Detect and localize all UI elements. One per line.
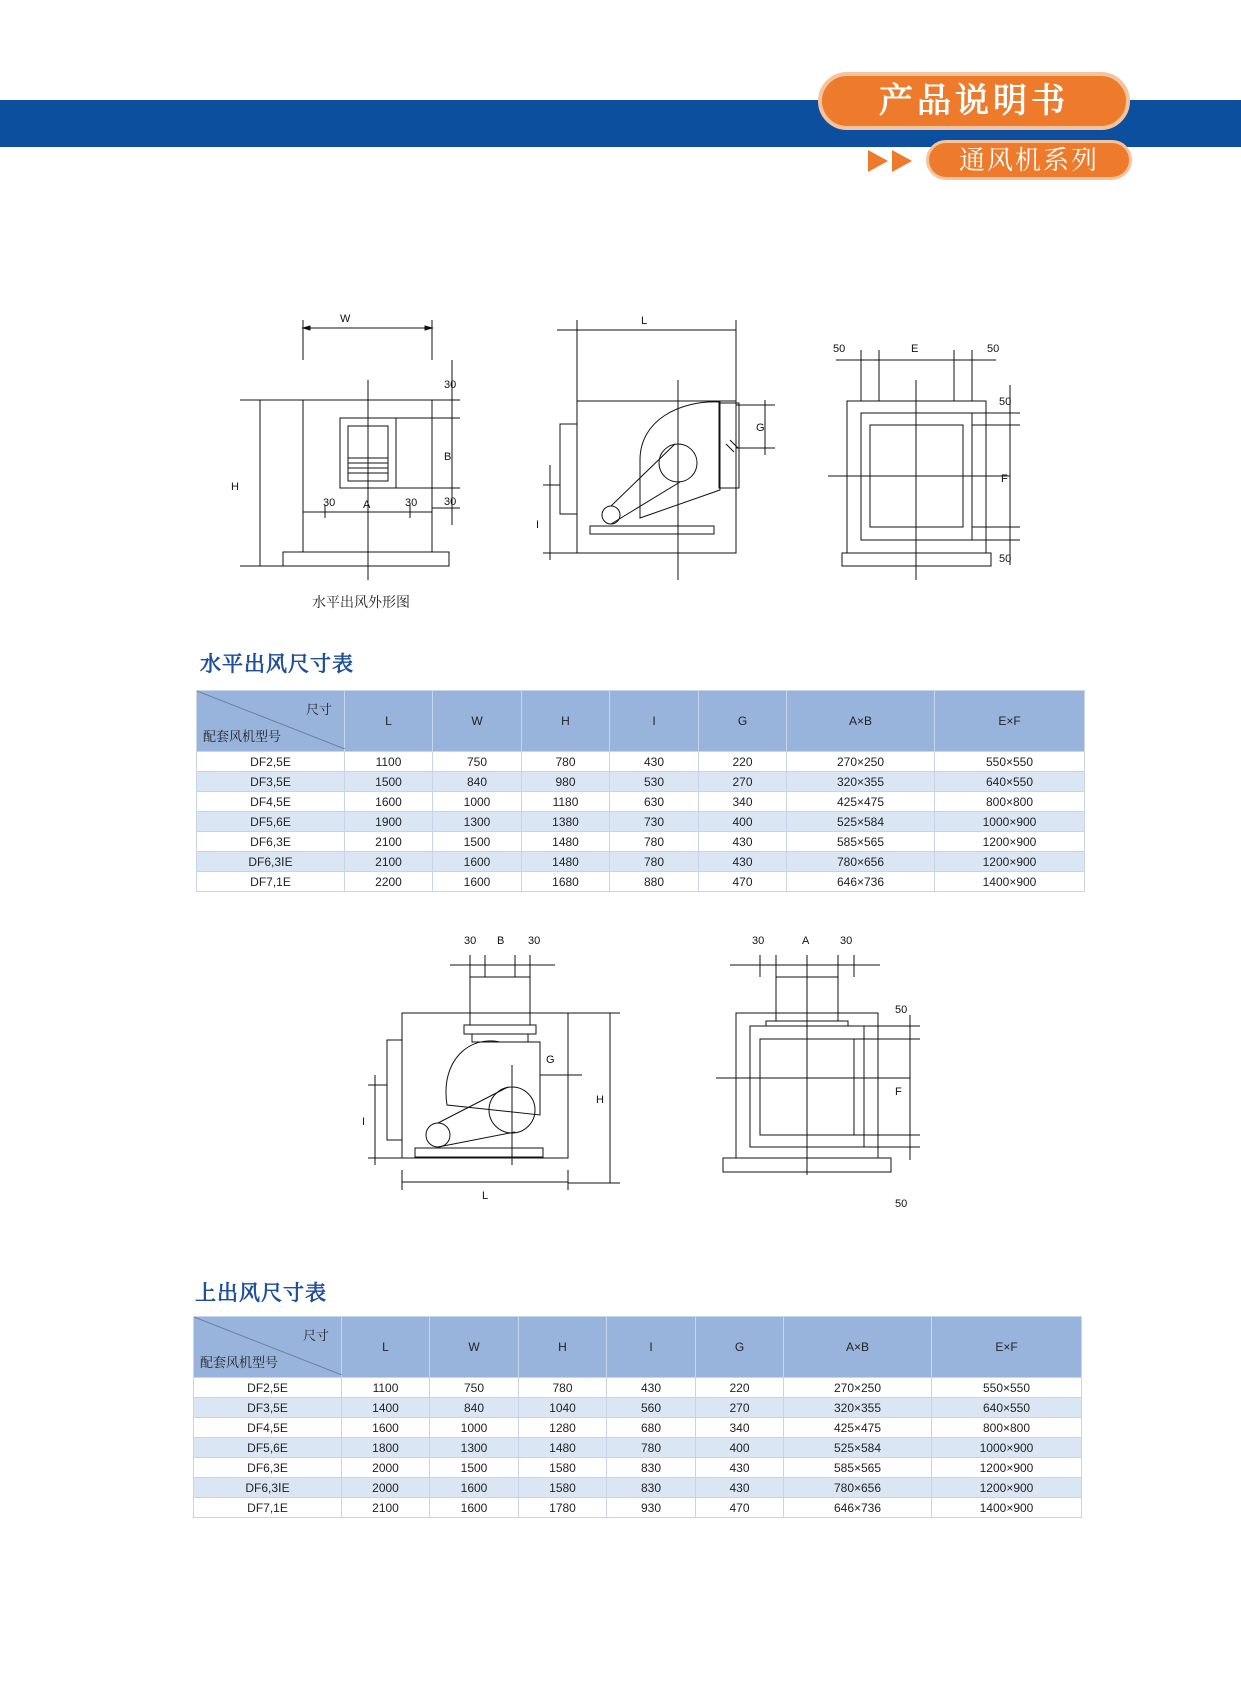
figure1-caption: 水平出风外形图 [312,594,410,610]
value-cell: 1900 [345,812,433,832]
label2-30-right: 30 [528,935,541,947]
table-row [197,832,1085,852]
value-cell: 340 [699,792,787,812]
table1-header: I [610,691,699,752]
double-arrow-icon [868,148,918,176]
value-cell: 1480 [522,852,610,872]
value-cell: 1200×900 [932,1478,1082,1498]
table-row [194,1418,1082,1438]
value-cell: 1200×900 [935,852,1085,872]
label-h: H [231,481,239,493]
value-cell: 430 [696,1458,784,1478]
value-cell: 525×584 [787,812,935,832]
horizontal-dimension-table [196,690,1085,892]
value-cell: 780 [610,832,699,852]
label2-i: I [362,1116,366,1128]
value-cell: 1000 [433,792,522,812]
table2-header: A×B [784,1317,932,1378]
table1-header: E×F [935,691,1085,752]
value-cell: 1680 [522,872,610,892]
label-g: G [756,422,765,434]
label2-50-top: 50 [895,1004,908,1016]
table-row [194,1438,1082,1458]
top-outlet-drawing [350,925,940,1245]
label2-b: B [497,935,505,947]
value-cell: 425×475 [787,792,935,812]
value-cell: 1580 [519,1478,607,1498]
value-cell: 800×800 [932,1418,1082,1438]
model-cell: DF3,5E [197,772,345,792]
front-view [240,320,460,580]
label-f: F [1001,473,1008,485]
value-cell: 646×736 [787,872,935,892]
value-cell: 430 [607,1378,696,1398]
table2-header: H [519,1317,607,1378]
value-cell: 630 [610,792,699,812]
value-cell: 320×355 [787,772,935,792]
table2-header: E×F [932,1317,1082,1378]
model-cell: DF4,5E [194,1418,342,1438]
value-cell: 780×656 [787,852,935,872]
value-cell: 1000×900 [932,1438,1082,1458]
value-cell: 1480 [519,1438,607,1458]
label2-f: F [895,1086,902,1098]
value-cell: 2000 [342,1478,430,1498]
label-b: B [444,451,452,463]
label2-30-left: 30 [464,935,477,947]
side-view [543,320,775,580]
value-cell: 1180 [522,792,610,812]
value-cell: 2100 [345,832,433,852]
value-cell: 1200×900 [932,1458,1082,1478]
value-cell: 840 [433,772,522,792]
top-side-view [368,955,620,1190]
model-cell: DF5,6E [197,812,345,832]
label-30-top: 30 [444,379,457,391]
value-cell: 470 [699,872,787,892]
value-cell: 780 [610,852,699,872]
table1-title: 水平出风尺寸表 [200,651,354,676]
table-row [197,872,1085,892]
model-cell: DF2,5E [197,752,345,772]
value-cell: 1300 [433,812,522,832]
label-30-bottom: 30 [444,496,457,508]
value-cell: 1600 [430,1478,519,1498]
model-cell: DF7,1E [194,1498,342,1518]
value-cell: 1400×900 [935,872,1085,892]
table-row [194,1498,1082,1518]
label-l: L [641,315,648,327]
table-row [197,752,1085,772]
table1-corner-top: 尺寸 [305,702,332,717]
value-cell: 800×800 [935,792,1085,812]
value-cell: 930 [607,1498,696,1518]
value-cell: 550×550 [932,1378,1082,1398]
page-subtitle: 通风机系列 [926,140,1132,180]
value-cell: 400 [696,1438,784,1458]
value-cell: 646×736 [784,1498,932,1518]
value-cell: 980 [522,772,610,792]
value-cell: 430 [699,832,787,852]
horizontal-outlet-drawing [220,300,1040,590]
model-cell: DF3,5E [194,1398,342,1418]
value-cell: 2200 [345,872,433,892]
model-cell: DF4,5E [197,792,345,812]
value-cell: 400 [699,812,787,832]
value-cell: 430 [699,852,787,872]
model-cell: DF6,3ⅠE [194,1478,342,1498]
table1-corner [197,691,345,752]
table1-header: W [433,691,522,752]
value-cell: 1000 [430,1418,519,1438]
value-cell: 780 [519,1378,607,1398]
model-cell: DF5,6E [194,1438,342,1458]
value-cell: 1280 [519,1418,607,1438]
value-cell: 430 [696,1478,784,1498]
label-w: W [340,313,351,325]
value-cell: 320×355 [784,1398,932,1418]
value-cell: 470 [696,1498,784,1518]
value-cell: 1040 [519,1398,607,1418]
value-cell: 730 [610,812,699,832]
value-cell: 780 [522,752,610,772]
label-i: I [536,519,540,531]
value-cell: 585×565 [787,832,935,852]
value-cell: 270 [696,1398,784,1418]
value-cell: 560 [607,1398,696,1418]
table1-header: A×B [787,691,935,752]
value-cell: 1780 [519,1498,607,1518]
value-cell: 1500 [345,772,433,792]
label-50-bottom: 50 [999,553,1012,565]
value-cell: 830 [607,1478,696,1498]
value-cell: 585×565 [784,1458,932,1478]
value-cell: 680 [607,1418,696,1438]
value-cell: 1600 [345,792,433,812]
value-cell: 1400 [342,1398,430,1418]
value-cell: 1000×900 [935,812,1085,832]
table1-header: H [522,691,610,752]
table-row [194,1478,1082,1498]
label-30-left: 30 [323,497,336,509]
value-cell: 1600 [433,852,522,872]
model-cell: DF6,3E [194,1458,342,1478]
table1-corner-bottom: 配套风机型号 [203,729,282,744]
label2-30a-left: 30 [752,935,765,947]
value-cell: 530 [610,772,699,792]
table2-corner [194,1317,342,1378]
value-cell: 750 [433,752,522,772]
value-cell: 270×250 [784,1378,932,1398]
table-row [197,792,1085,812]
value-cell: 2100 [345,852,433,872]
table2-header: L [342,1317,430,1378]
label2-a: A [802,935,810,947]
table-row [197,852,1085,872]
value-cell: 780×656 [784,1478,932,1498]
table-row [197,772,1085,792]
value-cell: 640×550 [932,1398,1082,1418]
table1-header: G [699,691,787,752]
model-cell: DF7,1E [197,872,345,892]
end-view [828,350,1020,580]
table1-header: L [345,691,433,752]
value-cell: 1480 [522,832,610,852]
value-cell: 2100 [342,1498,430,1518]
table-row [194,1458,1082,1478]
value-cell: 1580 [519,1458,607,1478]
table-row [194,1398,1082,1418]
value-cell: 1500 [430,1458,519,1478]
label-e: E [911,343,919,355]
value-cell: 1100 [342,1378,430,1398]
value-cell: 1600 [430,1498,519,1518]
value-cell: 830 [607,1458,696,1478]
value-cell: 220 [699,752,787,772]
label2-30a-right: 30 [840,935,853,947]
value-cell: 525×584 [784,1438,932,1458]
value-cell: 780 [607,1438,696,1458]
value-cell: 1600 [433,872,522,892]
value-cell: 1380 [522,812,610,832]
table2-header: G [696,1317,784,1378]
value-cell: 550×550 [935,752,1085,772]
value-cell: 1600 [342,1418,430,1438]
label-50-right: 50 [987,343,1000,355]
label2-l: L [482,1190,489,1202]
label-50-left: 50 [833,343,846,355]
value-cell: 1300 [430,1438,519,1458]
value-cell: 1100 [345,752,433,772]
top-end-view [716,955,920,1175]
table2-corner-top: 尺寸 [302,1328,329,1343]
value-cell: 340 [696,1418,784,1438]
label-a: A [363,499,371,511]
value-cell: 1800 [342,1438,430,1458]
model-cell: DF6,3ⅠE [197,852,345,872]
label2-50-bottom: 50 [895,1198,908,1210]
table-row [197,812,1085,832]
table2-header: I [607,1317,696,1378]
value-cell: 840 [430,1398,519,1418]
label2-g: G [546,1054,555,1066]
value-cell: 1500 [433,832,522,852]
label-30-right: 30 [405,497,418,509]
value-cell: 1400×900 [932,1498,1082,1518]
value-cell: 430 [610,752,699,772]
value-cell: 220 [696,1378,784,1398]
value-cell: 750 [430,1378,519,1398]
label-50-top: 50 [999,396,1012,408]
page-title: 产品说明书 [818,72,1130,130]
top-dimension-table [193,1316,1082,1518]
model-cell: DF6,3E [197,832,345,852]
value-cell: 880 [610,872,699,892]
table2-header: W [430,1317,519,1378]
value-cell: 2000 [342,1458,430,1478]
table2-corner-bottom: 配套风机型号 [200,1355,279,1370]
value-cell: 1200×900 [935,832,1085,852]
label2-h: H [596,1094,604,1106]
value-cell: 640×550 [935,772,1085,792]
value-cell: 270×250 [787,752,935,772]
table2-title: 上出风尺寸表 [195,1280,327,1305]
model-cell: DF2,5E [194,1378,342,1398]
value-cell: 425×475 [784,1418,932,1438]
value-cell: 270 [699,772,787,792]
table-row [194,1378,1082,1398]
